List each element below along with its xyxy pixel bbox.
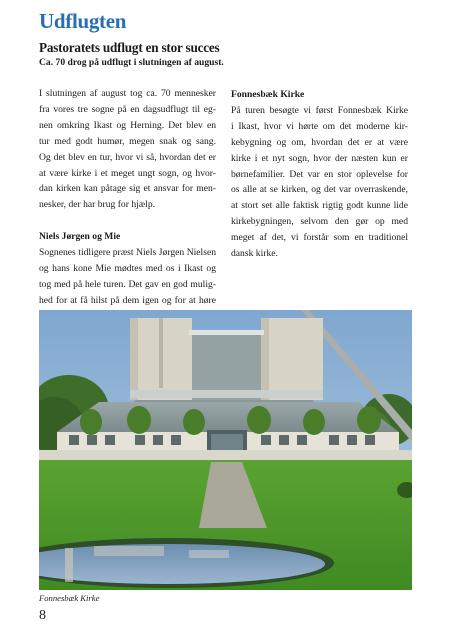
text-line: nesker, der har brug for hjælp.	[39, 199, 156, 211]
left-column	[39, 86, 216, 325]
text-line: dan kirken kan påtage sig et ansvar for men-	[39, 183, 216, 195]
text-line: at være kirke i et meget ungt sogn, og hvor-	[39, 167, 216, 179]
text-line: fra vores tre sogne på en dagsudflugt til eg-	[39, 103, 216, 115]
article-headline: Pastoratets udflugt en stor succes	[39, 40, 220, 55]
text-line: nen omkring Ikast og Herning. Det blev en	[39, 119, 216, 131]
photo-caption: Fonnesbæk Kirke	[39, 593, 100, 603]
page-number: 8	[39, 608, 46, 623]
text-line: tur med godt humør, megen snak og sang.	[39, 135, 216, 147]
text-line: og hans kone Mie mødtes med os i Ikast og	[39, 262, 216, 274]
text-line: at stort set alle faktisk rigtig godt kunne lide	[231, 200, 408, 212]
text-line: meget af det, vi forstår som en traditionel	[231, 232, 408, 244]
text-line: tog med på hele turen. Det gav en god mulig-	[39, 278, 216, 290]
right-column	[231, 87, 408, 262]
article-subhead: Ca. 70 drog på udflugt i slutningen af august.	[39, 57, 224, 68]
text-line: kebygning og om, hvordan det er at være	[231, 136, 408, 148]
text-line: i Ikast, hvor vi hørte om det moderne kir-	[231, 120, 408, 132]
text-line: os alle at se kirken, og det var overraskende,	[231, 184, 408, 196]
church-photo	[39, 310, 412, 590]
section-heading-fonnesbaek: Fonnesbæk Kirke	[231, 89, 305, 100]
text-line: Og det blev en tur, hvor vi så, hvordan det er	[39, 151, 216, 163]
text-line: børnefamilier. Det var en stor oplevelse for	[231, 168, 408, 180]
text-line: Sognenes tidligere præst Niels Jørgen Nielsen	[39, 247, 216, 259]
text-line: I slutningen af august tog ca. 70 mennesker	[39, 88, 216, 99]
text-line: dansk kirke.	[231, 248, 278, 260]
section-title: Udflugten	[39, 9, 127, 33]
text-line: kirkebygningen, selvom den gør op med	[231, 216, 408, 228]
section-heading-niels-jorgen: Niels Jørgen og Mie	[39, 231, 121, 243]
text-line: kirke i et nyt sogn, hvor der næsten kun er	[231, 152, 408, 164]
text-line: hed for at få hilst på dem igen og for at høre	[39, 294, 216, 306]
text-line: På turen besøgte vi først Fonnesbæk Kirke	[231, 104, 408, 116]
